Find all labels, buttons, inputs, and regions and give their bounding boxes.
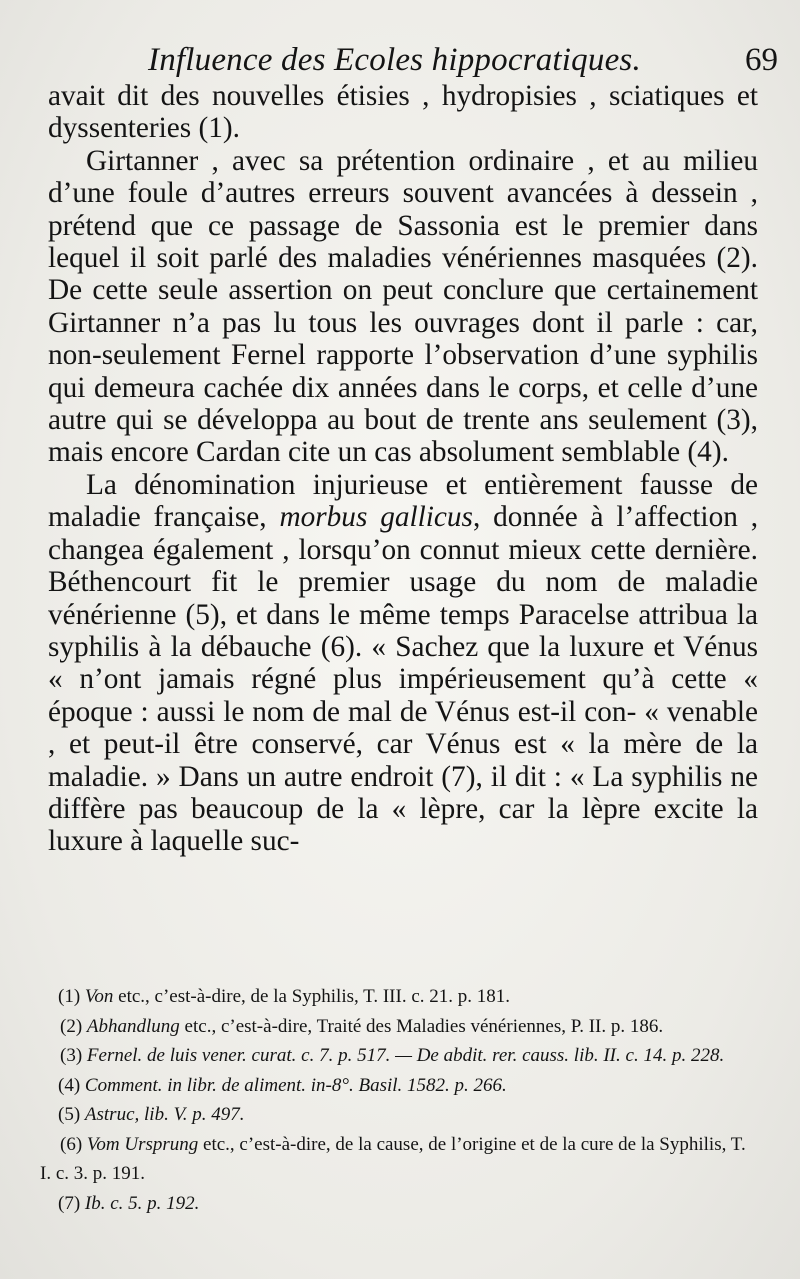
footnote-work: Von bbox=[84, 986, 114, 1007]
paragraph-2: Girtanner , avec sa prétention ordinaire , et au milieu d’une foule d’autres erreurs souvent avancées à dessein , prétend que ce passage de Sassonia est le premier dans lequel il soit parlé des maladies vénériennes masquées (2). De cette seule assertion on peut conclure que certainement Girtanner n’a pas lu tous les ouvrages dont il parle : car, non-seulement Fernel rapporte l’observation d’une syphilis qui demeura cachée dix années dans le corps, et celle d’une autre qui se développa au bout de trente ans seulement (3), mais encore Cardan cite un cas absolument semblable (4). bbox=[48, 144, 758, 469]
footnote-2 bbox=[40, 1012, 760, 1042]
footnote-7 bbox=[40, 1189, 760, 1219]
footnote-work: Vom Ursprung bbox=[86, 1133, 199, 1155]
footnote-1 bbox=[40, 982, 760, 1012]
footnotes bbox=[40, 982, 760, 1218]
footnote-work: Fernel. de luis vener. curat. c. 7. p. 517. — De abdit. rer. causs. lib. II. c. 14. p. 228. bbox=[86, 1045, 725, 1066]
footnote-4 bbox=[40, 1071, 760, 1101]
main-text bbox=[48, 80, 758, 858]
footnote-number: (1) bbox=[58, 986, 81, 1007]
footnote-work: Ib. c. 5. p. 192. bbox=[84, 1192, 200, 1214]
footnote-text: etc., c’est-à-dire, Traité des Maladies vénériennes, P. II. p. 186. bbox=[179, 1015, 664, 1037]
paragraph-3-end: , donnée à l’affection , changea également , lorsqu’on connut mieux cette dernière. Béthencourt fit le premier usage du nom de maladie vénérienne (5), et dans le même temps Paracelse attribua la syphilis à la débauche (6). « Sachez que la luxure et Vénus « n’ont jamais régné plus impérieusement qu’à cette « époque : aussi le nom de mal de Vénus est-il con- « venable , et peut-il être conservé, car Vénus est « la mère de la maladie. » Dans un autre endroit (7), il dit : « La syphilis ne diffère pas beaucoup de la « lèpre, car la lèpre excite la luxure à laquelle suc- bbox=[48, 501, 759, 858]
footnote-work: Astruc, lib. V. p. 497. bbox=[84, 1104, 245, 1125]
latin-term: morbus gallicus bbox=[279, 501, 473, 534]
footnote-text: etc., c’est-à-dire, de la cause, de l’origine et de la cure de la Syphilis, T. I. c. 3. p. 191. bbox=[40, 1133, 746, 1184]
footnote-number: (7) bbox=[58, 1192, 81, 1214]
footnote-6 bbox=[40, 1130, 760, 1189]
running-title: Influence des Ecoles hippocratiques. bbox=[148, 42, 641, 78]
footnote-number: (5) bbox=[58, 1104, 81, 1125]
footnote-number: (3) bbox=[60, 1045, 83, 1066]
footnote-number: (6) bbox=[60, 1133, 83, 1155]
footnote-number: (2) bbox=[60, 1015, 83, 1037]
footnote-number: (4) bbox=[58, 1074, 81, 1096]
paragraph-3-start: La dénomination injurieuse et entièrement fausse de maladie française, bbox=[48, 468, 758, 534]
paragraph-3 bbox=[48, 469, 758, 858]
footnote-text: etc., c’est-à-dire, de la Syphilis, T. III. c. 21. p. 181. bbox=[113, 986, 511, 1007]
paragraph-1: avait dit des nouvelles étisies , hydropisies , sciatiques et dyssenteries (1). bbox=[48, 80, 758, 145]
footnote-5 bbox=[40, 1100, 760, 1130]
footnote-work: Comment. in libr. de aliment. in-8°. Basil. 1582. p. 266. bbox=[84, 1074, 507, 1096]
footnote-work: Abhandlung bbox=[86, 1015, 180, 1037]
footnote-3 bbox=[40, 1041, 760, 1071]
page-number: 69 bbox=[745, 42, 778, 78]
